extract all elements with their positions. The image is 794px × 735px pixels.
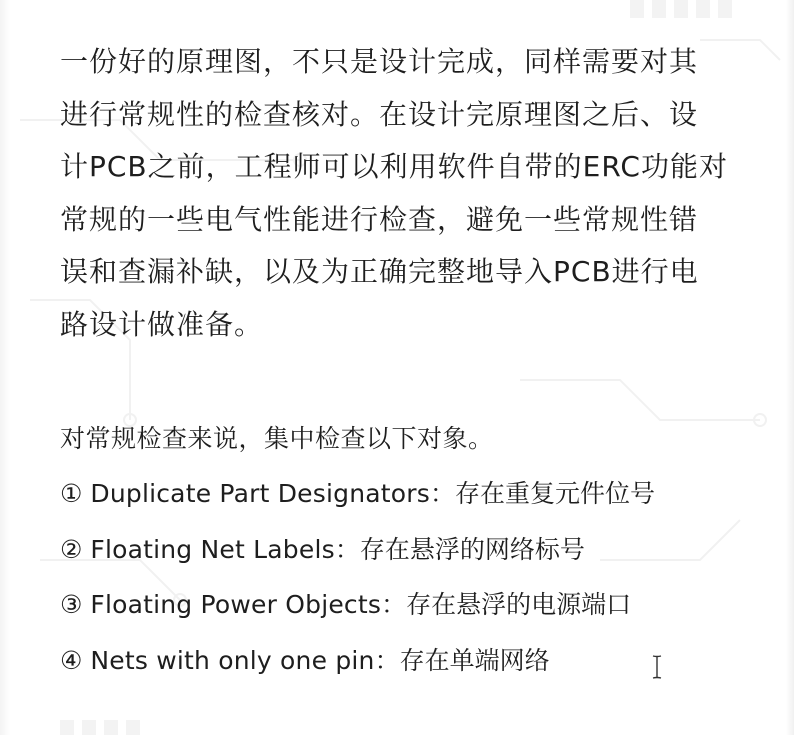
- list-item: [60, 466, 774, 522]
- right-edge-shade: [786, 0, 794, 735]
- text-cursor-icon: [652, 655, 662, 679]
- check-items-list: [60, 466, 774, 688]
- item-term: Nets with only one pin: [90, 645, 375, 675]
- item-separator: ：: [381, 590, 407, 619]
- item-term: Floating Power Objects: [90, 590, 382, 619]
- item-term: Duplicate Part Designators: [90, 479, 430, 508]
- item-marker: ①: [60, 479, 83, 508]
- item-description: 存在单端网络: [399, 645, 550, 675]
- item-marker: ④: [60, 645, 83, 675]
- intro-paragraph: [60, 36, 774, 351]
- item-term: Floating Net Labels: [90, 534, 335, 564]
- item-marker: ③: [60, 590, 83, 619]
- item-description: 存在重复元件位号: [454, 479, 655, 508]
- item-description: 存在悬浮的网络标号: [359, 534, 585, 564]
- left-edge-shade: [0, 0, 10, 735]
- paragraph-line: 进行常规性的检查核对。在设计完原理图之后、设: [60, 97, 699, 131]
- item-separator: ：: [374, 645, 400, 675]
- paragraph-line: 一份好的原理图，不只是设计完成，同样需要对其: [60, 45, 699, 78]
- document-content: [60, 36, 774, 688]
- item-description: 存在悬浮的电源端口: [406, 590, 632, 619]
- list-item: [60, 522, 774, 578]
- paragraph-line: 误和查漏补缺，以及为正确完整地导入PCB进行电: [60, 255, 699, 288]
- paragraph-line: 计PCB之前，工程师可以利用软件自带的ERC功能对: [60, 150, 728, 183]
- item-separator: ：: [334, 534, 360, 564]
- list-item: [60, 633, 774, 689]
- list-item: [60, 577, 774, 633]
- checklist-intro: 对常规检查来说，集中检查以下对象。: [60, 424, 494, 453]
- paragraph-line: 路设计做准备。: [60, 307, 264, 341]
- paragraph-line: 常规的一些电气性能进行检查，避免一些常规性错: [60, 202, 699, 236]
- item-marker: ②: [60, 534, 83, 564]
- item-separator: ：: [429, 479, 455, 508]
